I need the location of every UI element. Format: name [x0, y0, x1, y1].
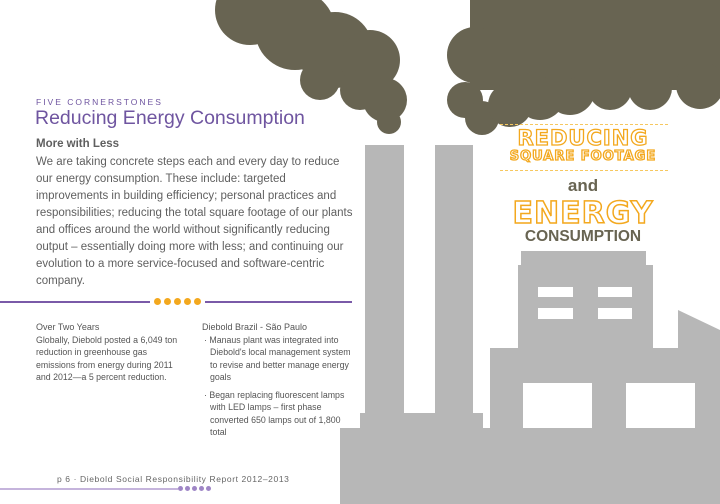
headline-square-footage: SQUARE FOOTAGE	[509, 149, 657, 164]
headline-and: and	[567, 176, 599, 195]
headline-energy: ENERGY	[512, 196, 654, 231]
footer-dots	[178, 486, 211, 491]
dashed-rule	[500, 124, 668, 125]
stat-column	[36, 321, 186, 384]
page-footer: p 6 · Diebold Social Responsibility Report 2012–2013	[57, 474, 290, 484]
intro-subtitle: More with Less	[36, 138, 120, 150]
headline-consumption: CONSUMPTION	[524, 228, 642, 245]
stat-title: Over Two Years	[36, 322, 100, 332]
brazil-column	[202, 321, 354, 444]
list-item: · Began replacing fluorescent lamps with LED lamps – first phase converted 650 lamps out of 1,800 total	[204, 389, 345, 437]
intro-body: We are taking concrete steps each and every day to reduce our energy consumption. These include: targeted improvements in building efficiency; personal practices and responsibilities; reducing the total square footage of our plants and offices around the world without significantly reducing output – essentially doing more with less; and continuing our evolution to a more service-focused and software-centric company.	[36, 156, 353, 287]
list-item: · Manaus plant was integrated into Diebold's local management system to revise and better manage energy goals	[204, 334, 351, 382]
headline-reducing: REDUCING	[517, 126, 649, 150]
dashed-rule	[500, 170, 668, 171]
stat-body: Globally, Diebold posted a 6,049 ton reduction in greenhouse gas emissions from energy during 2011 and 2012—a 5 percent reduction.	[36, 334, 178, 382]
page-title: Reducing Energy Consumption	[35, 107, 305, 129]
brazil-title: Diebold Brazil - São Paulo	[202, 322, 308, 332]
divider-dots	[150, 298, 205, 305]
section-kicker: FIVE CORNERSTONES	[36, 97, 163, 107]
footer-rule	[0, 488, 178, 490]
